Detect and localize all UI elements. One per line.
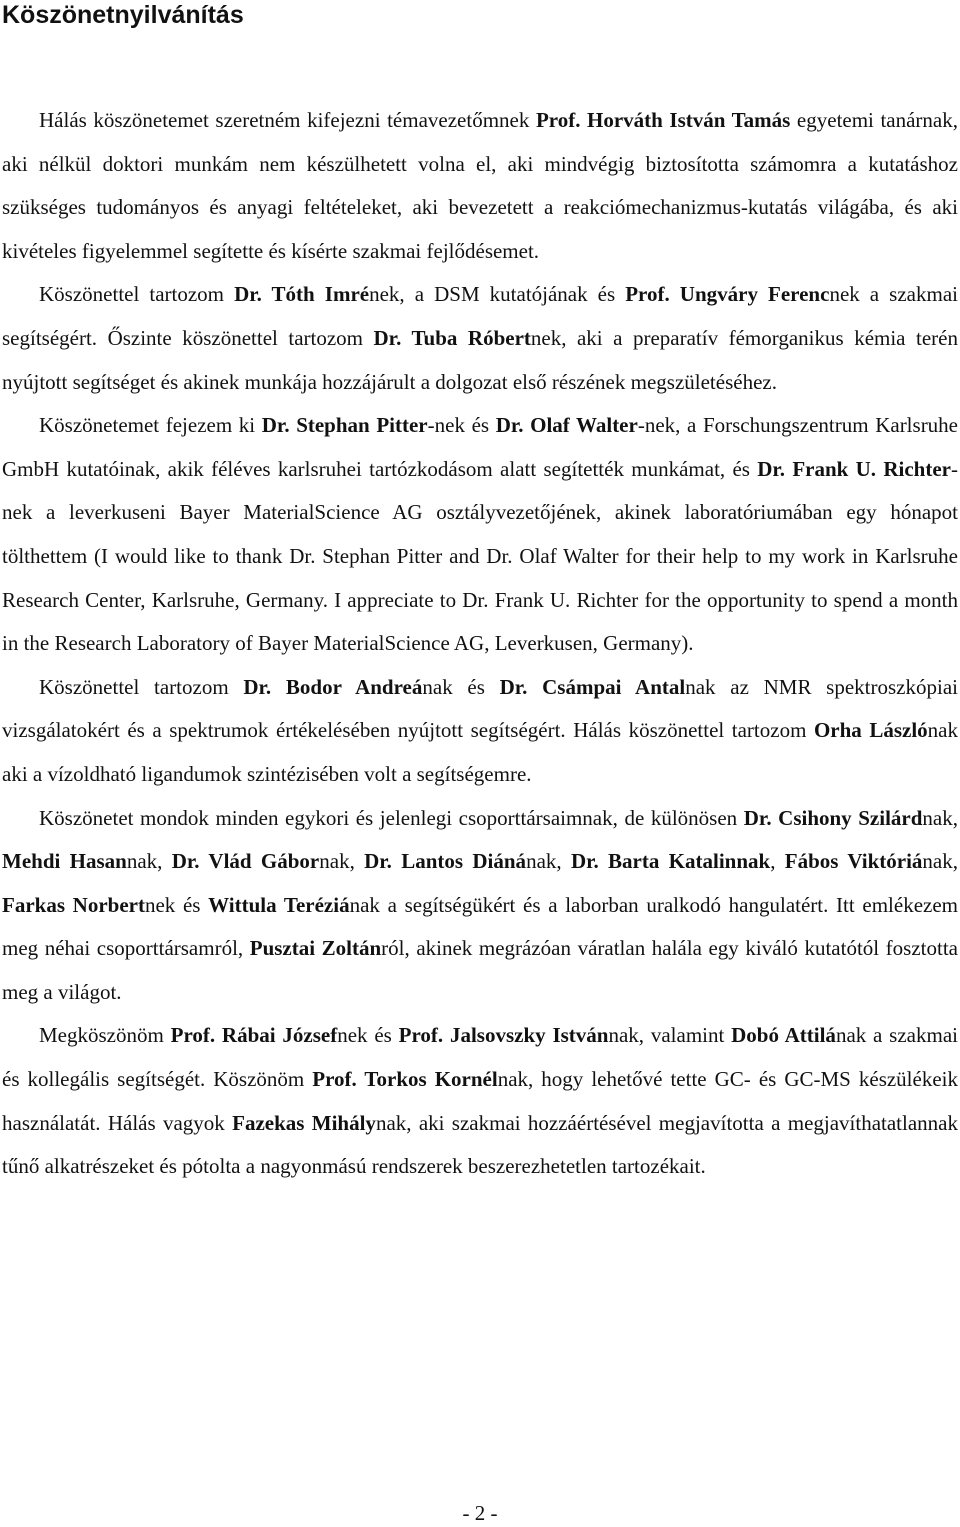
name-emphasis: Dr. Csámpai Antal xyxy=(499,674,686,699)
text-run: nek, a DSM kutatójának és xyxy=(369,282,626,307)
paragraph xyxy=(2,99,958,273)
text-run: nak, xyxy=(526,849,571,874)
text-run: nak és xyxy=(422,674,500,699)
page-title: Köszönetnyilvánítás xyxy=(2,1,244,29)
text-run: nak aki a vízoldható ligandumok szintézisében volt a segítségemre. xyxy=(2,718,958,786)
text-run: Köszönettel tartozom xyxy=(39,282,235,307)
name-emphasis: Fábos Viktóriá xyxy=(784,849,923,874)
name-emphasis: Mehdi Hasan xyxy=(2,849,127,874)
text-run: nek és xyxy=(337,1023,399,1048)
name-emphasis: Dobó Attilá xyxy=(731,1023,836,1048)
name-emphasis: Prof. Torkos Kornél xyxy=(312,1067,498,1092)
name-emphasis: Prof. Rábai József xyxy=(170,1023,338,1048)
text-run: nak a segítségükért és a laborban uralkodó hangulatért. Itt emlékezem meg néhai csoporttársamról, xyxy=(2,892,958,961)
name-emphasis: Dr. Bodor Andreá xyxy=(243,674,423,699)
text-run: Köszönetet mondok minden egykori és jelenlegi csoporttársaimnak, de különösen xyxy=(39,805,744,830)
text-run: nak az NMR spektroszkópiai vizsgálatokért és a spektrumok értékelésében nyújtott segítségért. Hálás köszönettel tartozom xyxy=(2,674,958,743)
name-emphasis: Fazekas Mihály xyxy=(232,1110,376,1135)
text-run: nak a szakmai és kollegális segítségét. Köszönöm xyxy=(2,1023,958,1092)
name-emphasis: Dr. Csihony Szilárd xyxy=(743,805,923,830)
paragraph xyxy=(2,666,958,797)
text-run: Megköszönöm xyxy=(39,1023,171,1048)
name-emphasis: Dr. Barta Katalinnak xyxy=(570,849,771,874)
paragraph xyxy=(2,273,958,404)
name-emphasis: Dr. Tuba Róbert xyxy=(373,325,531,350)
text-run: nak, xyxy=(319,849,365,874)
name-emphasis: Prof. Ungváry Ferenc xyxy=(625,282,830,307)
acknowledgements-body xyxy=(2,99,958,1189)
text-run: nak, xyxy=(126,849,172,874)
text-run: -nek, a Forschungszentrum Karlsruhe GmbH kutatóinak, akik féléves karlsruhei tartózkodásom alatt segítették munkámat, és xyxy=(2,413,959,481)
name-emphasis: Dr. Olaf Walter xyxy=(495,413,638,438)
text-run: Hálás köszönetemet szeretném kifejezni témavezetőmnek xyxy=(39,108,536,132)
name-emphasis: Dr. Vlád Gábor xyxy=(171,849,320,874)
name-emphasis: Farkas Norbert xyxy=(2,892,145,917)
page-number: - 2 - xyxy=(462,1501,498,1525)
name-emphasis: Prof. Horváth István Tamás xyxy=(535,108,791,132)
name-emphasis: Orha László xyxy=(813,718,928,743)
text-run: nak, xyxy=(922,849,958,874)
text-run: nak, hogy lehetővé tette GC- és GC-MS készülékeik használatát. Hálás vagyok xyxy=(2,1067,958,1135)
name-emphasis: Wittula Teréziá xyxy=(208,892,350,917)
text-run: ról, akinek megrázóan váratlan halála egy kiváló kutatótól fosztotta meg a világot. xyxy=(2,936,958,1004)
text-run: -nek a leverkuseni Bayer MaterialScience AG osztályvezetőjének, akinek laboratóriumában egy hónapot tölthettem (I would like to thank Dr. Stephan Pitter and Dr. Olaf Walter for their help to my work in Karlsruhe Research Center, Karlsruhe, Germany. I appreciate to Dr. Frank U. Richter for the opportunity to spend a month in the Research Laboratory of Bayer MaterialScience AG, Leverkusen, Germany). xyxy=(2,456,958,656)
text-run: nak, valamint xyxy=(608,1023,732,1048)
text-run: nek a szakmai segítségért. Őszinte köszönettel tartozom xyxy=(2,282,958,350)
name-emphasis: Dr. Frank U. Richter xyxy=(757,456,951,481)
text-run: nak, aki szakmai hozzáértésével megjavította a megjavíthatatlannak tűnő alkatrészeket és pótolta a nagyonmású rendszerek beszerezhetetlen tartozékait. xyxy=(2,1110,958,1179)
text-run: nek és xyxy=(144,892,209,917)
name-emphasis: Pusztai Zoltán xyxy=(249,936,382,961)
text-run: Köszönetemet fejezem ki xyxy=(39,413,262,438)
text-run: Köszönettel tartozom xyxy=(39,674,244,699)
name-emphasis: Prof. Jalsovszky István xyxy=(398,1023,609,1048)
text-run: nak, xyxy=(922,805,958,830)
paragraph xyxy=(2,797,958,1015)
text-run: egyetemi tanárnak, aki nélkül doktori munkám nem készülhetett volna el, aki mindvégig biztosította számomra a kutatáshoz szükséges tudományos és anyagi feltételeket, aki bevezetett a reakciómechanizmus-kutatás világába, és aki kivételes figyelemmel segítette és kísérte szakmai fejlődésemet. xyxy=(2,108,958,263)
text-run: nek, aki a preparatív fémorganikus kémia terén nyújtott segítséget és akinek munkája hozzájárult a dolgozat első részének megszületéséhez. xyxy=(2,325,958,394)
text-run: -nek és xyxy=(427,413,496,438)
paragraph xyxy=(2,1014,958,1188)
paragraph xyxy=(2,404,958,666)
name-emphasis: Dr. Stephan Pitter xyxy=(261,413,428,438)
name-emphasis: Dr. Tóth Imré xyxy=(234,282,370,307)
text-run: , xyxy=(770,849,785,874)
name-emphasis: Dr. Lantos Diáná xyxy=(364,849,527,874)
